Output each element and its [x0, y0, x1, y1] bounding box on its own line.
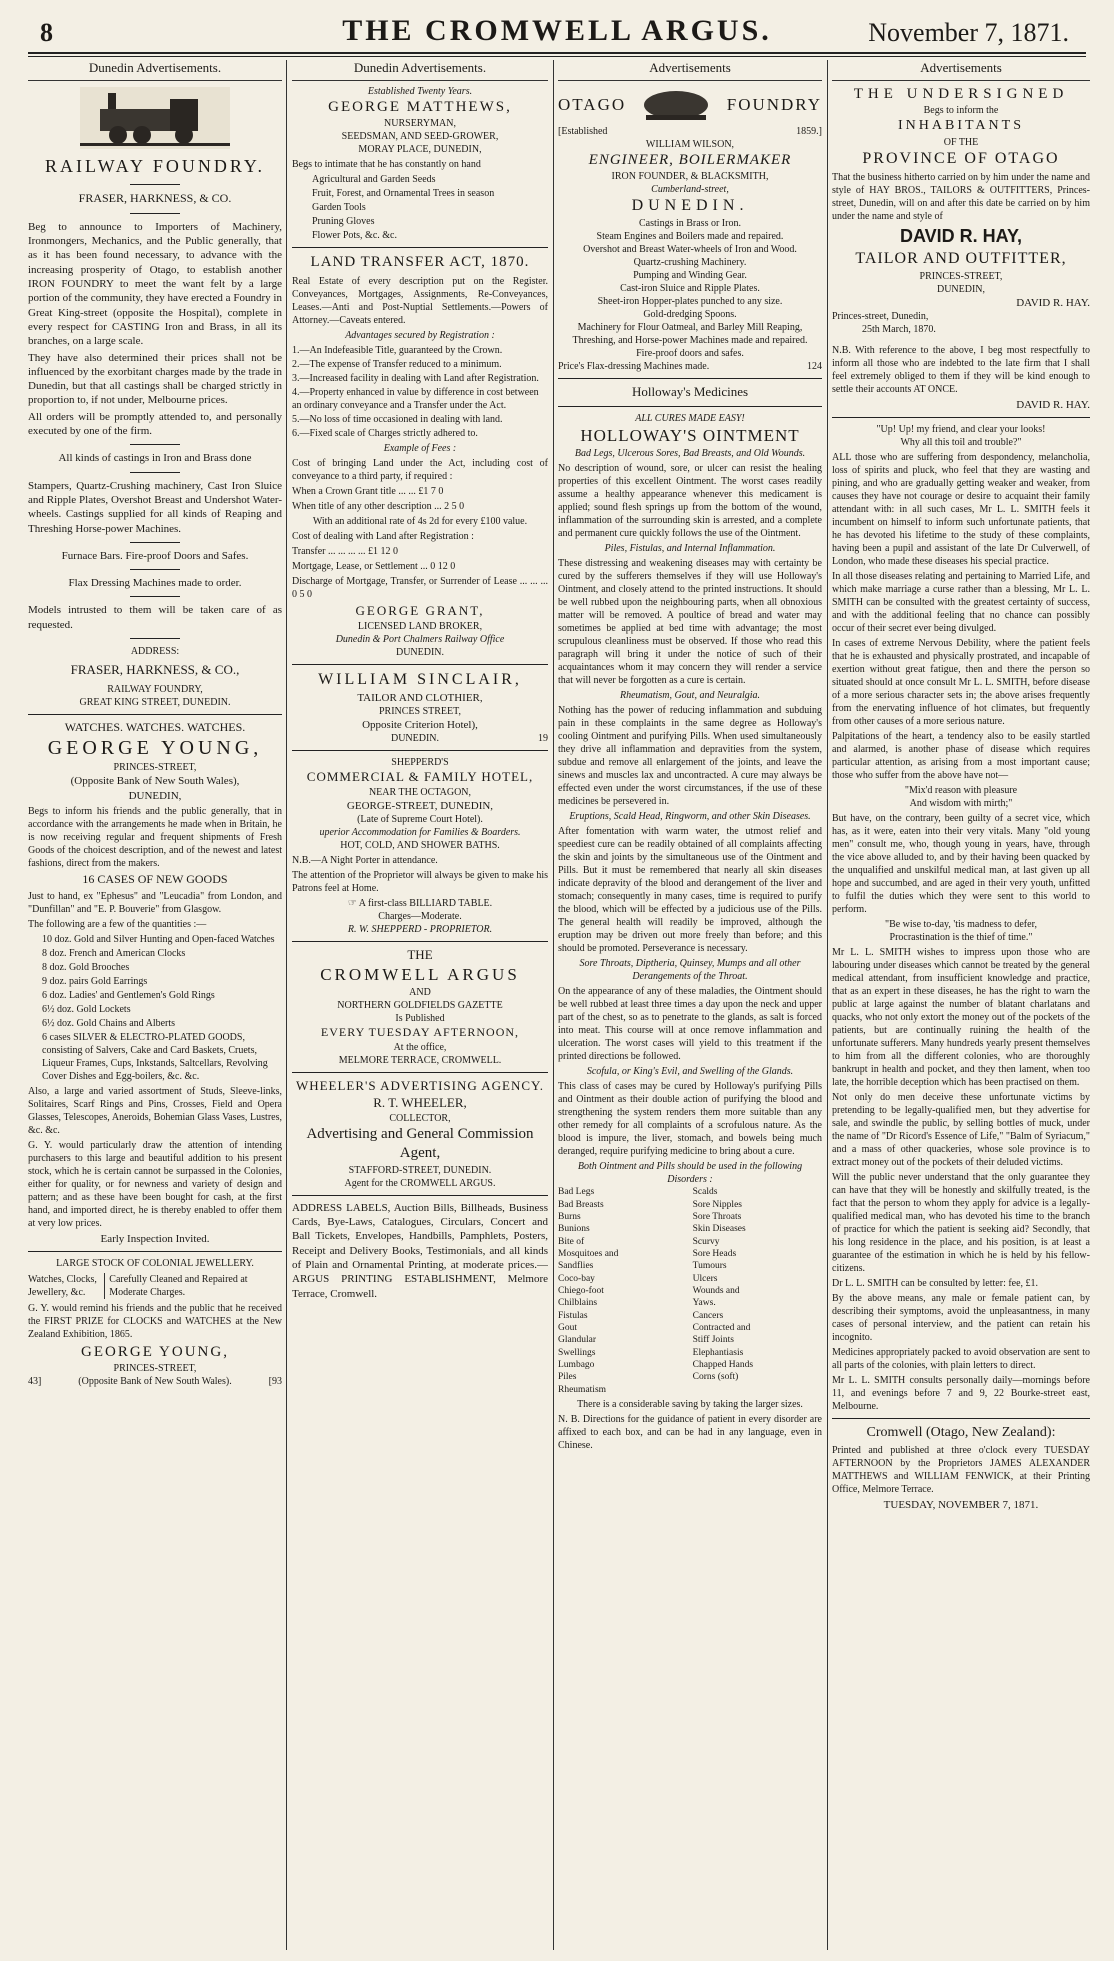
list-item: 3.—Increased facility in dealing with Land after Registration. [292, 372, 539, 384]
column-header: Dunedin Advertisements. [28, 60, 282, 81]
address-line: STAFFORD-STREET, DUNEDIN. [348, 1164, 492, 1176]
established-line: Established Twenty Years. [367, 85, 473, 97]
land-transfer-title: LAND TRANSFER ACT, 1870. [310, 254, 530, 271]
list-item: Chapped Hands [692, 1359, 754, 1370]
paragraph: N.B. With reference to the above, I beg most respectfully to inform all those who are indebted to the late firm that I shall feel extremely obliged to them if they will be kind enough to settle their accounts AT ONCE. [832, 344, 1090, 395]
list-item: Gold-dredging Spoons. [643, 309, 737, 321]
column-4 [832, 60, 1090, 1955]
paragraph: Stampers, Quartz-Crushing machinery, Cast Iron Sluice and Ripple Plates, Overshot Breast and Undershot Water-wheels. Castings supplied for all kinds of Reaping and Threshing Horse-power Machines. [28, 479, 282, 535]
trade-line: COLLECTOR, [389, 1112, 451, 1124]
signature: DAVID R. HAY. [1016, 296, 1090, 309]
address-line: DUNEDIN, [936, 283, 986, 295]
paragraph: Medicines appropriately packed to avoid observation are sent to all parts of the colonies, with plain letters to direct. [832, 1347, 1090, 1372]
hay-line: OF THE [943, 136, 979, 148]
poem-line: Procrastination is the thief of time." [889, 932, 1033, 944]
paragraph: Real Estate of every description put on the Register. Conveyances, Mortgages, Assignments, Re-Conveyances, Leases.—Anti and Post-Nuptial Settlements.—Powers of Attorney.—Caveats entered. [292, 275, 548, 326]
hay-line: Begs to inform the [923, 105, 999, 117]
advertiser-name: GEORGE YOUNG, [47, 737, 263, 760]
column-header: Advertisements [558, 60, 822, 81]
list-item: Elephantiasis [692, 1347, 744, 1358]
cases-heading: 16 CASES OF NEW GOODS [82, 872, 228, 887]
list-item: 1.—An Indefeasible Title, guaranteed by the Crown. [292, 344, 503, 356]
list-item: Machinery for Flour Oatmeal, and Barley Mill Reaping, Threshing, and Horse-power Machines made and repaired. [572, 322, 808, 347]
list-item: Burns [558, 1211, 581, 1222]
poem-line: And wisdom with mirth;" [909, 798, 1013, 810]
paragraph: Also, a large and varied assortment of Studs, Sleeve-links, Solitaires, Scarf Rings and Pins, Crosses, Field and Opera Glasses, Telescopes, Aneroids, Bohemian Glass Vases, Lustres, &c. &c. [28, 1085, 282, 1136]
hotel-title: COMMERCIAL & FAMILY HOTEL, [306, 769, 534, 785]
advantages-list [292, 344, 548, 440]
paragraph: The attention of the Proprietor will always be given to make his Patrons feel at Home. [292, 870, 548, 895]
fee-line: When a Crown Grant title ... ... £1 7 0 [292, 485, 444, 497]
imprint-title: Cromwell (Otago, New Zealand): [866, 1425, 1056, 1441]
fee-line: Mortgage, Lease, or Settlement ... 0 12 0 [292, 560, 456, 572]
section-heading: Scofula, or King's Evil, and Swelling of the Glands. [586, 1066, 794, 1078]
list-item: Garden Tools [312, 202, 366, 214]
newspaper-title: THE CROMWELL ARGUS. [342, 14, 772, 47]
argus-published: Is Published [395, 1013, 445, 1025]
list-item: 6½ doz. Gold Lockets [42, 1003, 131, 1015]
paragraph: Printed and published at three o'clock every TUESDAY AFTERNOON by the Proprietors JAMES ALEXANDER MATTHEWS and WILLIAM FENWICK, at their Printing Office, Melmore Terrace. [832, 1445, 1090, 1496]
paragraph: This class of cases may be cured by Holloway's purifying Pills and Ointment as their double action of purifying the blood and strengthening the system renders them more suitable than any other remedy for all complaints of a scrofulous nature. As the blood is impure, the liver, stomach, and bowels being much deranged, require purifying medicine to bring about a cure. [558, 1081, 822, 1158]
paragraph: On the appearance of any of these maladies, the Ointment should be well rubbed at least three times a day upon the neck and upper part of the chest, so as to penetrate to the glands, as salt is forced into meat. This course will at once remove inflammation and ulceration. The worst cases will yield to this treatment if the printed directions be followed. [558, 986, 822, 1063]
list-item: Price's Flax-dressing Machines made. [558, 361, 710, 373]
paragraph: Not only do men deceive these unfortunate victims by pretending to be legally-qualified men, but they advertise for sale, and swindle the public, by selling bottles of muck, under the name of "Dr Ricord's Essence of Life," "Balm of Syriacum," and a mass of other quackeries, whose sole province is to extract money out of the pockets of their deluded victims. [832, 1092, 1090, 1169]
list-item: Cancers [692, 1310, 724, 1321]
paragraph: By the above means, any male or female patient can, by describing their symptoms, avoid the unpleasantness, in many cases of personal interview, and the patient can retain his incognito. [832, 1293, 1090, 1344]
address-line: MORAY PLACE, DUNEDIN, [358, 144, 482, 156]
address-line: RAILWAY FOUNDRY, [107, 683, 203, 695]
address-line: FRASER, HARKNESS, & CO., [70, 662, 240, 677]
repair-terms: Carefully Cleaned and Repaired at Moderate Charges. [104, 1273, 282, 1299]
advertiser-name: DAVID R. HAY, [899, 226, 1023, 247]
list-item: 8 doz. French and American Clocks [42, 947, 186, 959]
argus-terrace: MELMORE TERRACE, CROMWELL. [338, 1054, 502, 1066]
paragraph: ALL those who are suffering from despondency, melancholia, loss of spirits and pluck, who feel that they are wasting and pining, and who are gradually getting weaker and weaker, from causes they have not courage or desire to acquaint their family attendant with: in all such cases, Mr L. L. SMITH feels it incumbent on himself to inform such unfortunate patients, that he has devoted his lifetime to the study of these complaints, having been a pupil and assistant of the late Dr Culverwell, of London, who made these diseases his special practice. [832, 452, 1090, 568]
hay-line: INHABITANTS [898, 118, 1024, 134]
list-item: Sheet-iron Hopper-plates punched to any size. [597, 296, 783, 308]
column-header: Dunedin Advertisements. [292, 60, 548, 81]
ref-number: 19 [537, 733, 548, 745]
poem-line: "Mix'd reason with pleasure [904, 785, 1018, 797]
stock-list [292, 173, 548, 242]
billiard-line: ☞ A first-class BILLIARD TABLE. [347, 898, 493, 910]
paragraph: In all those diseases relating and pertaining to Married Life, and which make marriage a curse rather than a blessing, Mr L. L. SMITH can be consulted with the greatest certainty of success, and with the additional feeling that no chance can possibly occur of their secret ever being divulged. [832, 571, 1090, 635]
list-item: 2.—The expense of Transfer reduced to a minimum. [292, 358, 502, 370]
est-year: 1859.] [796, 125, 822, 137]
list-item: Wounds and Yaws. [692, 1285, 740, 1309]
list-item: Contracted and Stiff Joints [692, 1322, 751, 1346]
address-line: PRINCES STREET, [378, 705, 462, 717]
est-label: [Established [558, 125, 608, 137]
list-item: Glandular Swellings [558, 1335, 596, 1358]
list-item: 5.—No loss of time occasioned in dealing with land. [292, 413, 503, 425]
address-line: DUNEDIN, [128, 789, 182, 802]
advertiser-name: GEORGE MATTHEWS, [328, 98, 512, 115]
accommodation-line: uperior Accommodation for Families & Boarders. [319, 827, 521, 839]
fees-heading: Example of Fees : [383, 442, 457, 454]
address-line: DUNEDIN. [631, 197, 749, 215]
list-item: Cast-iron Sluice and Ripple Plates. [620, 283, 760, 295]
imprint-date: TUESDAY, NOVEMBER 7, 1871. [883, 1499, 1039, 1512]
paragraph: Cost of bringing Land under the Act, including cost of conveyance to a third party, if required : [292, 457, 548, 482]
proprietor-line: R. W. SHEPPERD - PROPRIETOR. [347, 924, 493, 936]
argus-every: EVERY TUESDAY AFTERNOON, [320, 1025, 520, 1040]
address-line: (Late of Supreme Court Hotel). [357, 814, 483, 826]
poem-line: Why all this toil and trouble?" [900, 437, 1022, 449]
hay-line: PROVINCE OF OTAGO [862, 149, 1060, 167]
address-line: PRINCES-STREET, [113, 762, 197, 774]
list-item: Pumping and Winding Gear. [633, 270, 747, 282]
footer-ref [292, 732, 548, 745]
list-item: Chilblains [558, 1298, 598, 1309]
date-line: Princes-street, Dunedin, [832, 310, 929, 322]
list-item: Bad Legs [558, 1187, 595, 1198]
disorders-right [693, 1186, 822, 1396]
holloway-head: Holloway's Medicines [631, 384, 749, 400]
list-item: 6½ doz. Gold Chains and Alberts [42, 1017, 176, 1029]
list-item: Skin Diseases [692, 1224, 746, 1235]
list-item: 4.—Property enhanced in value by difference in cost between an ordinary conveyance and a Transfer under the Act. [292, 386, 539, 411]
list-item: Overshot and Breast Water-wheels of Iron and Wood. [583, 244, 797, 256]
list-item: Lumbago [558, 1359, 595, 1370]
address-line: DUNEDIN. [395, 646, 445, 658]
repair-notice [28, 1273, 282, 1299]
list-item: Flower Pots, &c. &c. [312, 230, 397, 242]
list-item: Bad Breasts [558, 1199, 604, 1210]
list-item: Tumours [692, 1261, 727, 1272]
hay-headline: THE UNDERSIGNED [853, 85, 1069, 102]
trade-line: TAILOR AND OUTFITTER, [855, 249, 1067, 267]
inspection-line: Early Inspection Invited. [100, 1232, 210, 1245]
trade-line: Advertising and General Commission Agent, [306, 1125, 534, 1162]
argus-office: At the office, [393, 1041, 447, 1053]
goods-list [28, 933, 282, 1083]
cures-line: ALL CURES MADE EASY! [635, 413, 745, 425]
address-line: DUNEDIN. [390, 733, 440, 745]
foundry-banner [558, 85, 822, 125]
ref-number: 43] [28, 1376, 42, 1388]
list-item: Bite of Mosquitoes and Sandflies [558, 1236, 619, 1272]
advertiser-name: WILLIAM SINCLAIR, [318, 670, 522, 688]
trade-line: NURSERYMAN, [384, 118, 456, 130]
repair-items: Watches, Clocks, Jewellery, &c. [28, 1273, 97, 1298]
disorders-table [558, 1186, 822, 1396]
list-item: Sore Throats [692, 1211, 742, 1222]
column-divider [553, 60, 554, 1950]
list-item: 6 doz. Ladies' and Gentlemen's Gold Rings [42, 989, 215, 1001]
section-heading: Rheumatism, Gout, and Neuralgia. [620, 690, 760, 702]
paragraph: Nothing has the power of reducing inflammation and subduing pain in these complaints in the same degree as Holloway's cooling Ointment and purifying Pills. When used simultaneously they drive all inflammation and depravities from the system, subdue and remove all enlargement of the joints, and leave the sinews and muscles lax and uncontracted. A cure may always be effected even under the worst circumstances, if the use of these medicines be persevered in. [558, 705, 822, 808]
address-line: PRINCES-STREET, [113, 1363, 197, 1375]
foundry-firm: FRASER, HARKNESS, & CO. [78, 191, 232, 206]
locomotive-engraving [80, 87, 230, 149]
list-item: Fire-proof doors and safes. [636, 348, 744, 360]
paragraph: Furnace Bars. Fire-proof Doors and Safes. [61, 549, 249, 562]
list-item: Scalds [692, 1187, 718, 1198]
broker-name: GEORGE GRANT, [355, 602, 485, 618]
disorders-left [558, 1186, 687, 1396]
established-line [558, 125, 822, 138]
paragraph: But have, on the contrary, been guilty of a secret vice, which has, as it were, eaten into their very vitals. Many "old young men" consult me, who, though young in years, have, through the vice above alluded to, and by their having been quacked by the unqualified and unskilful medical man, at last given up all hope and succumbed, and are aged in their very youth, unfitted to fulfil the duties which they were sent to this world to perform. [832, 813, 1090, 916]
list-item: Castings in Brass or Iron. [639, 218, 741, 230]
address-label: ADDRESS: [130, 646, 180, 657]
column-3 [558, 60, 822, 1955]
list-item: Agricultural and Garden Seeds [312, 174, 436, 186]
list-item: Chiego-foot [558, 1285, 604, 1296]
trade-line: ENGINEER, BOILERMAKER [588, 151, 792, 168]
fee-line: Discharge of Mortgage, Transfer, or Surrender of Lease ... ... ... 0 5 0 [292, 575, 548, 600]
fee-line: With an additional rate of 4s 2d for every £100 value. [312, 515, 528, 527]
column-header: Advertisements [832, 60, 1090, 81]
paragraph: After fomentation with warm water, the utmost relief and speediest cure can be readily obtained of all complaints affecting the skin and joints by the simultaneous use of the Ointment and Pills. But it must be remembered that nearly all skin diseases indicate depravity of the blood and derangement of the liver and stomach; consequently in many cases, time is required to purify the blood, which will be effected by a judicious use of the Pills. The general health will readily be improved, although the eruption may be driven out more freely than before; and this should be promoted. Perseverance is necessary. [558, 826, 822, 955]
paragraph: G. Y. would remind his friends and the public that he received the FIRST PRIZE for CLOCKS and WATCHES at the New Zealand Exhibition, 1865. [28, 1302, 282, 1340]
paragraph: The following are a few of the quantities :— [28, 918, 207, 930]
section-heading: Piles, Fistulas, and Internal Inflammation. [604, 543, 776, 555]
list-item: Coco-bay [558, 1273, 595, 1284]
section-heading: Both Ointment and Pills should be used in the following Disorders : [577, 1161, 803, 1186]
banner-right: FOUNDRY [726, 94, 822, 114]
foundry-title: RAILWAY FOUNDRY. [44, 155, 266, 176]
paragraph: Mr L. L. SMITH consults personally daily—mornings before 11, and evenings before 7 and 9, 22 Bourke-street east, Melbourne. [832, 1375, 1090, 1413]
ref-number: 124 [807, 361, 822, 373]
argus-name: CROMWELL ARGUS [320, 965, 520, 985]
list-item: Gout [558, 1322, 577, 1333]
paragraph: In cases of extreme Nervous Debility, where the patient feels that he is exhausted and physically prostrated, and incapable of exertion without great fatigue, then and there the person so situated should at once consult Mr L. L. SMITH, before disease of a more serious character sets in; the above arises frequently from the enervating influence of hot climates, but frequently from other causes of a more serious nature. [832, 638, 1090, 728]
paragraph: That the business hitherto carried on by him under the name and style of HAY BROS., TAILORS & OUTFITTERS, Princes-street, Dunedin, will on and after this date be carried on by him under the name and style of [832, 172, 1090, 223]
list-item: Fistulas [558, 1310, 588, 1321]
section-heading: Bad Legs, Ulcerous Sores, Bad Breasts, and Old Wounds. [574, 448, 806, 460]
list-item: Piles [558, 1372, 577, 1383]
address-line: GEORGE-STREET, DUNEDIN, [346, 800, 494, 813]
page-number: 8 [40, 18, 53, 47]
paragraph: They have also determined their prices shall not be influenced by the exorbitant charges made by the trade in Dunedin, but that all castings shall be charged strictly in proportion to, if not under, Melbourne prices. [28, 351, 282, 407]
list-item: Steam Engines and Boilers made and repaired. [596, 231, 784, 243]
paragraph: N. B. Directions for the guidance of patient in every disorder are affixed to each box, and can be had in any language, even in Chinese. [558, 1414, 822, 1452]
paragraph: ADDRESS LABELS, Auction Bills, Billheads, Business Cards, Bye-Laws, Catalogues, Circulars, Concert and Ball Tickets, Envelopes, Handbills, Pamphlets, Posters, Receipt and Delivery Books, Testimonials, and all kinds of Plain and Ornamental Printing, at moderate prices.—ARGUS PRINTING ESTABLISHMENT, Melmore Terrace, Cromwell. [292, 1201, 548, 1300]
paragraph: Cost of dealing with Land after Registration : [292, 530, 474, 542]
address-line: Cumberland-street, [651, 184, 729, 196]
watches-heading: WATCHES. WATCHES. WATCHES. [64, 719, 246, 734]
address-line: Opposite Criterion Hotel), [362, 718, 478, 731]
boiler-engraving [636, 85, 716, 125]
paragraph: Will the public never understand that the only guarantee they can have that they will be honestly and skilfully treated, is the fact that the person to whom they apply for advice is a legally-qualified medical man, who has devoted his time to the branch of practice for which the patient is seeking aid? Secondly, that his long residence in the place, and his position, is at least a guarantee of the estimation in which he is held by his fellow-citizens. [832, 1172, 1090, 1275]
ref-number: [93 [268, 1376, 282, 1388]
argus-the: THE [407, 947, 433, 963]
advertiser-name: R. T. WHEELER, [373, 1094, 467, 1110]
address-line: PRINCES-STREET, [919, 270, 1003, 282]
section-heading: Sore Throats, Diptheria, Quinsey, Mumps and all other Derangements of the Throat. [579, 958, 801, 983]
poem-line: "Up! Up! my friend, and clear your looks! [876, 424, 1046, 436]
paragraph: N.B.—A Night Porter in attendance. [292, 855, 438, 867]
list-item: 8 doz. Gold Brooches [42, 961, 130, 973]
paragraph: Begs to inform his friends and the public generally, that in accordance with the arrangements he made when in Britain, he is now receiving regular and frequent shipments of Fresh Goods of the choicest description, and of the newest and latest fashions, direct from the makers. [28, 806, 282, 870]
masthead [0, 0, 1114, 58]
paragraph: All kinds of castings in Iron and Brass done [58, 452, 252, 465]
office-line: Dunedin & Port Chalmers Railway Office [335, 633, 505, 645]
list-item: Fruit, Forest, and Ornamental Trees in season [312, 188, 495, 200]
jewellery-heading: LARGE STOCK OF COLONIAL JEWELLERY. [56, 1257, 254, 1269]
paragraph: These distressing and weakening diseases may with certainty be cured by the sufferers themselves if they will use Holloway's Ointment, and closely attend to the printed instructions. It should be well rubbed upon the neighbouring parts, when all obnoxious matter will be removed. A poultice of bread and water may sometimes be applied at bed time with advantage; the most scrupulous cleanliness must be observed. If those who read this paragraph will bring it under the notice of such of their acquaintances whom it may concern they will render a service that will never be forgotten as a cure is certain. [558, 558, 822, 687]
paragraph: There is a considerable saving by taking the larger sizes. [577, 1399, 803, 1411]
advantages-heading: Advantages secured by Registration : [345, 329, 495, 341]
poem-line: "Be wise to-day, 'tis madness to defer, [884, 919, 1038, 931]
paragraph: Palpitations of the heart, a tendency also to be easily startled and alarmed, is another phase of disease which requires particular attention, as arising from a most important cause; those who suffer from the above have not— [832, 731, 1090, 782]
list-item: Sore Nipples [692, 1199, 742, 1210]
address-line: (Opposite Bank of New South Wales), [70, 775, 240, 788]
trade-line: IRON FOUNDER, & BLACKSMITH, [611, 171, 769, 183]
paragraph: All orders will be promptly attended to, and personally executed by one of the firm. [28, 410, 282, 438]
charges-line: Charges—Moderate. [378, 911, 462, 923]
baths-line: HOT, COLD, AND SHOWER BATHS. [340, 840, 500, 852]
list-item: 9 doz. pairs Gold Earrings [42, 975, 148, 987]
issue-date: November 7, 1871. [868, 18, 1069, 47]
trade-line: SEEDSMAN, AND SEED-GROWER, [341, 131, 499, 143]
address-line: (Opposite Bank of New South Wales). [78, 1376, 232, 1388]
hotel-head: SHEPPERD'S [391, 757, 449, 769]
wheeler-title: WHEELER'S ADVERTISING AGENCY. [295, 1077, 545, 1093]
agent-line: Agent for the CROMWELL ARGUS. [344, 1177, 496, 1189]
date-line: 25th March, 1870. [862, 323, 936, 335]
list-item: 6.—Fixed scale of Charges strictly adhered to. [292, 427, 478, 439]
broker-title: LICENSED LAND BROKER, [357, 620, 483, 632]
list-item-row [558, 360, 822, 373]
list-item: Bunions [558, 1224, 590, 1235]
paragraph: No description of wound, sore, or ulcer can resist the healing properties of this excellent Ointment. The worst cases readily assume a healthy appearance whenever this medicament is applied; sound flesh springs up from the bottom of the wound, inflammation of the surrounding skin is arrested, and a complete and permanent cure quickly follows the use of the Ointment. [558, 463, 822, 540]
list-item: Sore Heads [692, 1248, 737, 1259]
argus-gazette: NORTHERN GOLDFIELDS GAZETTE [337, 1000, 503, 1012]
paragraph: Dr L. L. SMITH can be consulted by letter: fee, £1. [832, 1278, 1039, 1290]
paragraph: G. Y. would particularly draw the attention of intending purchasers to this large and beautiful addition to his present stock, which he is certain cannot be surpassed in the Colonies, either for quality, or for newness and variety of design and pattern; and as these have been bought for cash, at the first hand, and imported direct, he is thereby enabled to offer them at very low prices. [28, 1139, 282, 1229]
banner-left: OTAGO [558, 94, 627, 114]
footer-ref [28, 1375, 282, 1388]
list-item: Quartz-crushing Machinery. [633, 257, 747, 269]
holloway-title: HOLLOWAY'S OINTMENT [580, 426, 800, 446]
masthead-rule [28, 52, 1086, 57]
fee-line: When title of any other description ... 2 5 0 [292, 500, 465, 512]
list-item: Corns (soft) [692, 1372, 739, 1383]
paragraph: Begs to intimate that he has constantly on hand [292, 159, 481, 171]
paragraph: Beg to announce to Importers of Machinery, Ironmongers, Mechanics, and the Public generally, that as it has been found necessary, to advance with the increasing prosperity of Otago, to establish another IRON FOUNDRY to meet the want felt by a large portion of the community, they have erected a Foundry in Great King-street (opposite the Hospital), complete in every respect for CASTING Iron and Brass, in all its branches, on a large scale. [28, 220, 282, 348]
address-line: GREAT KING STREET, DUNEDIN. [79, 696, 231, 708]
list-item: Pruning Gloves [312, 216, 375, 228]
list-item: 6 cases SILVER & ELECTRO-PLATED GOODS, consisting of Salvers, Cake and Card Baskets, Cruets, Liqueur Frames, Cups, Inkstands, Saltcellars, Revolving Cover Dishes and Egg-boilers, &c. &c. [42, 1031, 268, 1082]
list-item: Ulcers [692, 1273, 718, 1284]
signature: DAVID R. HAY. [1016, 398, 1090, 411]
paragraph: Just to hand, ex "Ephesus" and "Leucadia" from London, and "Dunfillan" and "E. P. Bouverie" from Glasgow. [28, 890, 282, 915]
paragraph: Mr L. L. SMITH wishes to impress upon those who are labouring under diseases which cannot be treated by the general medical attendant, from insufficient knowledge and practice, that as an expert in these diseases, he has the right to warn the public at large against the number of blatant charlatans and quacks, who not only extort the money out of the pockets of the patients, but are continually ruining the health of the unfortunate sufferers. Many hundreds yearly present themselves to him from all the different colonies, who are thoroughly bankrupt in health and pocket, and they then lament, when too late, the horrible deception which has been practised on them. [832, 947, 1090, 1089]
column-2 [292, 60, 548, 1955]
column-1 [28, 60, 282, 1955]
address-line: NEAR THE OCTAGON, [368, 787, 472, 799]
paragraph: Models intrusted to them will be taken care of as requested. [28, 604, 282, 631]
fee-line: Transfer ... ... ... ... £1 12 0 [292, 545, 399, 557]
paragraph: Flax Dressing Machines made to order. [68, 577, 242, 590]
list-item: Scurvy [692, 1236, 720, 1247]
argus-and: AND [409, 987, 431, 999]
list-item: Rheumatism [558, 1384, 607, 1395]
signature: GEORGE YOUNG, [81, 1343, 229, 1360]
column-divider [286, 60, 287, 1950]
services-list [558, 217, 822, 373]
advertiser-name: WILLIAM WILSON, [645, 138, 735, 150]
trade-line: TAILOR AND CLOTHIER, [357, 691, 483, 704]
section-heading: Eruptions, Scald Head, Ringworm, and other Skin Diseases. [569, 811, 811, 823]
list-item: 10 doz. Gold and Silver Hunting and Open-faced Watches [42, 933, 275, 945]
column-divider [827, 60, 828, 1950]
